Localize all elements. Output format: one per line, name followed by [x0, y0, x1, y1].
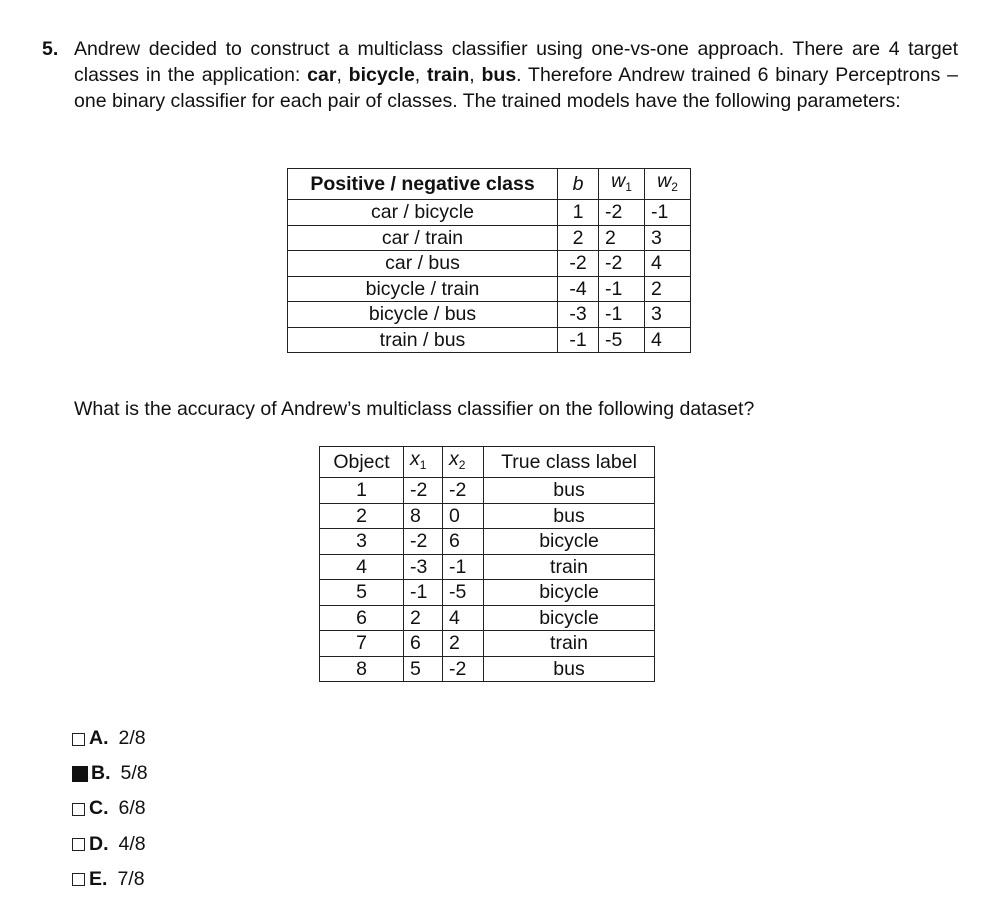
dataset-row — [320, 554, 655, 580]
checkbox-empty-icon[interactable] — [72, 838, 85, 851]
parameters-row — [288, 276, 691, 302]
dataset-row — [320, 656, 655, 682]
cell-x1: 8 — [404, 503, 443, 529]
cell-x2: -2 — [443, 656, 484, 682]
option-b[interactable] — [72, 756, 148, 791]
dataset-row — [320, 631, 655, 657]
checkbox-empty-icon[interactable] — [72, 733, 85, 746]
header-w1: $w_1$ — [599, 169, 645, 200]
option-text: 7/8 — [117, 867, 145, 890]
cell-x2: 4 — [443, 605, 484, 631]
option-c[interactable] — [72, 791, 148, 826]
cell-x2: -5 — [443, 580, 484, 606]
checkbox-checked-icon[interactable] — [72, 766, 88, 782]
dataset-body — [320, 478, 655, 682]
class-train: train — [427, 64, 470, 86]
class-bus: bus — [481, 64, 517, 86]
cell-b: 2 — [558, 225, 599, 251]
cell-label: bus — [484, 503, 655, 529]
cell-w2: 3 — [645, 302, 691, 328]
parameters-body — [288, 200, 691, 353]
question-number: 5. — [42, 38, 59, 60]
cell-pair: train / bus — [288, 327, 558, 353]
header-pair: Positive / negative class — [288, 169, 558, 200]
header-object: Object — [320, 447, 404, 478]
option-letter: E. — [89, 867, 108, 890]
option-text: 6/8 — [118, 797, 146, 820]
cell-object: 2 — [320, 503, 404, 529]
cell-w1: 2 — [599, 225, 645, 251]
cell-w1: -2 — [599, 200, 645, 226]
cell-b: 1 — [558, 200, 599, 226]
cell-x1: -3 — [404, 554, 443, 580]
cell-object: 8 — [320, 656, 404, 682]
cell-w2: 2 — [645, 276, 691, 302]
cell-pair: bicycle / train — [288, 276, 558, 302]
dataset-row — [320, 503, 655, 529]
cell-label: bicycle — [484, 605, 655, 631]
parameters-row — [288, 200, 691, 226]
cell-label: bus — [484, 656, 655, 682]
cell-b: -4 — [558, 276, 599, 302]
cell-object: 3 — [320, 529, 404, 555]
dataset-header-row — [320, 447, 655, 478]
cell-x1: -2 — [404, 529, 443, 555]
option-text: 4/8 — [118, 832, 146, 855]
header-label: True class label — [484, 447, 655, 478]
cell-x2: 6 — [443, 529, 484, 555]
class-bicycle: bicycle — [348, 64, 415, 86]
option-letter: D. — [89, 832, 109, 855]
cell-w2: 4 — [645, 327, 691, 353]
cell-w2: -1 — [645, 200, 691, 226]
cell-x1: -1 — [404, 580, 443, 606]
header-x2: $x_2$ — [443, 447, 484, 478]
dataset-row — [320, 529, 655, 555]
cell-w2: 4 — [645, 251, 691, 277]
cell-object: 1 — [320, 478, 404, 504]
cell-x2: 2 — [443, 631, 484, 657]
option-a[interactable] — [72, 721, 148, 756]
cell-label: train — [484, 631, 655, 657]
question-text: Andrew decided to construct a multiclass classifier using one-vs-one approach. There are 4 target classes in the application: car, bicycle, train, bus. Therefore Andrew trained 6 binary Perceptrons – one binary classifier for each pair of classes. The trained models have the following parameters: — [74, 38, 958, 112]
option-e[interactable] — [72, 862, 148, 897]
header-b: b — [558, 169, 599, 200]
cell-x2: 0 — [443, 503, 484, 529]
cell-x1: 6 — [404, 631, 443, 657]
option-letter: C. — [89, 797, 109, 820]
cell-x1: 2 — [404, 605, 443, 631]
cell-x2: -1 — [443, 554, 484, 580]
cell-label: train — [484, 554, 655, 580]
question-block — [42, 36, 958, 114]
accuracy-question: What is the accuracy of Andrew’s multiclass classifier on the following dataset? — [74, 398, 755, 420]
cell-pair: bicycle / bus — [288, 302, 558, 328]
class-car: car — [307, 64, 337, 86]
parameters-row — [288, 327, 691, 353]
option-letter: A. — [89, 727, 109, 750]
cell-w2: 3 — [645, 225, 691, 251]
cell-w1: -1 — [599, 302, 645, 328]
dataset-table — [319, 446, 655, 682]
parameters-table — [287, 168, 691, 353]
parameters-row — [288, 251, 691, 277]
cell-x2: -2 — [443, 478, 484, 504]
dataset-row — [320, 605, 655, 631]
cell-x1: -2 — [404, 478, 443, 504]
cell-pair: car / train — [288, 225, 558, 251]
cell-label: bus — [484, 478, 655, 504]
cell-b: -3 — [558, 302, 599, 328]
cell-w1: -1 — [599, 276, 645, 302]
cell-pair: car / bicycle — [288, 200, 558, 226]
parameters-row — [288, 302, 691, 328]
cell-w1: -2 — [599, 251, 645, 277]
dataset-row — [320, 478, 655, 504]
cell-b: -1 — [558, 327, 599, 353]
header-w2: $w_2$ — [645, 169, 691, 200]
cell-x1: 5 — [404, 656, 443, 682]
cell-label: bicycle — [484, 529, 655, 555]
checkbox-empty-icon[interactable] — [72, 873, 85, 886]
option-d[interactable] — [72, 827, 148, 862]
cell-object: 5 — [320, 580, 404, 606]
cell-object: 7 — [320, 631, 404, 657]
parameters-header-row — [288, 169, 691, 200]
header-x1: $x_1$ — [404, 447, 443, 478]
dataset-row — [320, 580, 655, 606]
cell-object: 4 — [320, 554, 404, 580]
cell-b: -2 — [558, 251, 599, 277]
answer-options — [72, 721, 148, 897]
cell-label: bicycle — [484, 580, 655, 606]
option-letter: B. — [91, 762, 111, 785]
cell-w1: -5 — [599, 327, 645, 353]
parameters-row — [288, 225, 691, 251]
cell-object: 6 — [320, 605, 404, 631]
cell-pair: car / bus — [288, 251, 558, 277]
checkbox-empty-icon[interactable] — [72, 803, 85, 816]
option-text: 2/8 — [118, 727, 146, 750]
option-text: 5/8 — [120, 762, 148, 785]
